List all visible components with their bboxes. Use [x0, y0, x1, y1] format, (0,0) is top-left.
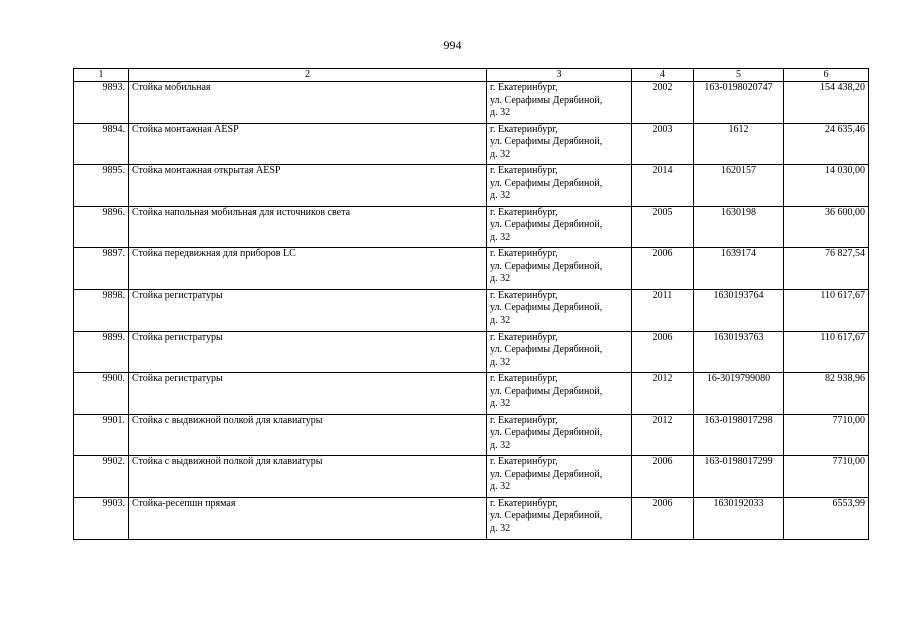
- address-cell: г. Екатеринбург, ул. Серафимы Дерябиной, д. 32: [487, 331, 632, 373]
- price-cell: 36 600,00: [784, 206, 869, 248]
- table-row: [74, 248, 869, 290]
- inventory-number-cell: 1612: [694, 123, 784, 165]
- inventory-number-cell: 163-0198017299: [694, 456, 784, 498]
- col-header-2: 2: [129, 69, 487, 82]
- price-cell: 76 827,54: [784, 248, 869, 290]
- address-cell: г. Екатеринбург, ул. Серафимы Дерябиной, д. 32: [487, 289, 632, 331]
- year-cell: 2003: [632, 123, 694, 165]
- inventory-number-cell: 163-0198017298: [694, 414, 784, 456]
- table-row: [74, 373, 869, 415]
- row-number-cell: 9902.: [74, 456, 129, 498]
- price-cell: 24 635,46: [784, 123, 869, 165]
- address-cell: г. Екатеринбург, ул. Серафимы Дерябиной, д. 32: [487, 456, 632, 498]
- row-number-cell: 9893.: [74, 82, 129, 124]
- table-row: [74, 289, 869, 331]
- year-cell: 2011: [632, 289, 694, 331]
- row-number-cell: 9901.: [74, 414, 129, 456]
- price-cell: 154 438,20: [784, 82, 869, 124]
- header-row: [74, 69, 869, 82]
- address-cell: г. Екатеринбург, ул. Серафимы Дерябиной, д. 32: [487, 414, 632, 456]
- inventory-number-cell: 163-0198020747: [694, 82, 784, 124]
- address-cell: г. Екатеринбург, ул. Серафимы Дерябиной, д. 32: [487, 82, 632, 124]
- year-cell: 2006: [632, 331, 694, 373]
- inventory-number-cell: 1639174: [694, 248, 784, 290]
- year-cell: 2006: [632, 248, 694, 290]
- address-cell: г. Екатеринбург, ул. Серафимы Дерябиной, д. 32: [487, 206, 632, 248]
- item-name-cell: Стойка-ресепшн прямая: [129, 497, 487, 539]
- address-cell: г. Екатеринбург, ул. Серафимы Дерябиной, д. 32: [487, 373, 632, 415]
- item-name-cell: Стойка монтажная AESP: [129, 123, 487, 165]
- row-number-cell: 9894.: [74, 123, 129, 165]
- year-cell: 2006: [632, 456, 694, 498]
- col-header-6: 6: [784, 69, 869, 82]
- price-cell: 110 617,67: [784, 331, 869, 373]
- inventory-number-cell: 1620157: [694, 165, 784, 207]
- price-cell: 82 938,96: [784, 373, 869, 415]
- table-row: [74, 414, 869, 456]
- table-row: [74, 165, 869, 207]
- inventory-number-cell: 1630193763: [694, 331, 784, 373]
- price-cell: 7710,00: [784, 414, 869, 456]
- row-number-cell: 9900.: [74, 373, 129, 415]
- address-cell: г. Екатеринбург, ул. Серафимы Дерябиной, д. 32: [487, 497, 632, 539]
- price-cell: 14 030,00: [784, 165, 869, 207]
- table-row: [74, 206, 869, 248]
- page-number: 994: [443, 38, 462, 52]
- inventory-number-cell: 16-3019799080: [694, 373, 784, 415]
- year-cell: 2005: [632, 206, 694, 248]
- inventory-number-cell: 1630193764: [694, 289, 784, 331]
- item-name-cell: Стойка регистратуры: [129, 373, 487, 415]
- item-name-cell: Стойка монтажная открытая AESP: [129, 165, 487, 207]
- price-cell: 6553,99: [784, 497, 869, 539]
- col-header-4: 4: [632, 69, 694, 82]
- col-header-1: 1: [74, 69, 129, 82]
- inventory-number-cell: 1630198: [694, 206, 784, 248]
- item-name-cell: Стойка передвижная для приборов LC: [129, 248, 487, 290]
- col-header-5: 5: [694, 69, 784, 82]
- item-name-cell: Стойка регистратуры: [129, 331, 487, 373]
- row-number-cell: 9903.: [74, 497, 129, 539]
- year-cell: 2006: [632, 497, 694, 539]
- item-name-cell: Стойка напольная мобильная для источников света: [129, 206, 487, 248]
- price-cell: 7710,00: [784, 456, 869, 498]
- property-table: [73, 68, 869, 540]
- col-header-3: 3: [487, 69, 632, 82]
- item-name-cell: Стойка регистратуры: [129, 289, 487, 331]
- year-cell: 2012: [632, 373, 694, 415]
- row-number-cell: 9897.: [74, 248, 129, 290]
- item-name-cell: Стойка с выдвижной полкой для клавиатуры: [129, 414, 487, 456]
- address-cell: г. Екатеринбург, ул. Серафимы Дерябиной, д. 32: [487, 123, 632, 165]
- address-cell: г. Екатеринбург, ул. Серафимы Дерябиной, д. 32: [487, 165, 632, 207]
- table-row: [74, 82, 869, 124]
- table-row: [74, 497, 869, 539]
- year-cell: 2002: [632, 82, 694, 124]
- row-number-cell: 9895.: [74, 165, 129, 207]
- table-row: [74, 123, 869, 165]
- year-cell: 2012: [632, 414, 694, 456]
- item-name-cell: Стойка с выдвижной полкой для клавиатуры: [129, 456, 487, 498]
- row-number-cell: 9899.: [74, 331, 129, 373]
- address-cell: г. Екатеринбург, ул. Серафимы Дерябиной, д. 32: [487, 248, 632, 290]
- row-number-cell: 9898.: [74, 289, 129, 331]
- price-cell: 110 617,67: [784, 289, 869, 331]
- item-name-cell: Стойка мобильная: [129, 82, 487, 124]
- table-row: [74, 456, 869, 498]
- table-body: [74, 82, 869, 540]
- row-number-cell: 9896.: [74, 206, 129, 248]
- table-row: [74, 331, 869, 373]
- inventory-number-cell: 1630192033: [694, 497, 784, 539]
- year-cell: 2014: [632, 165, 694, 207]
